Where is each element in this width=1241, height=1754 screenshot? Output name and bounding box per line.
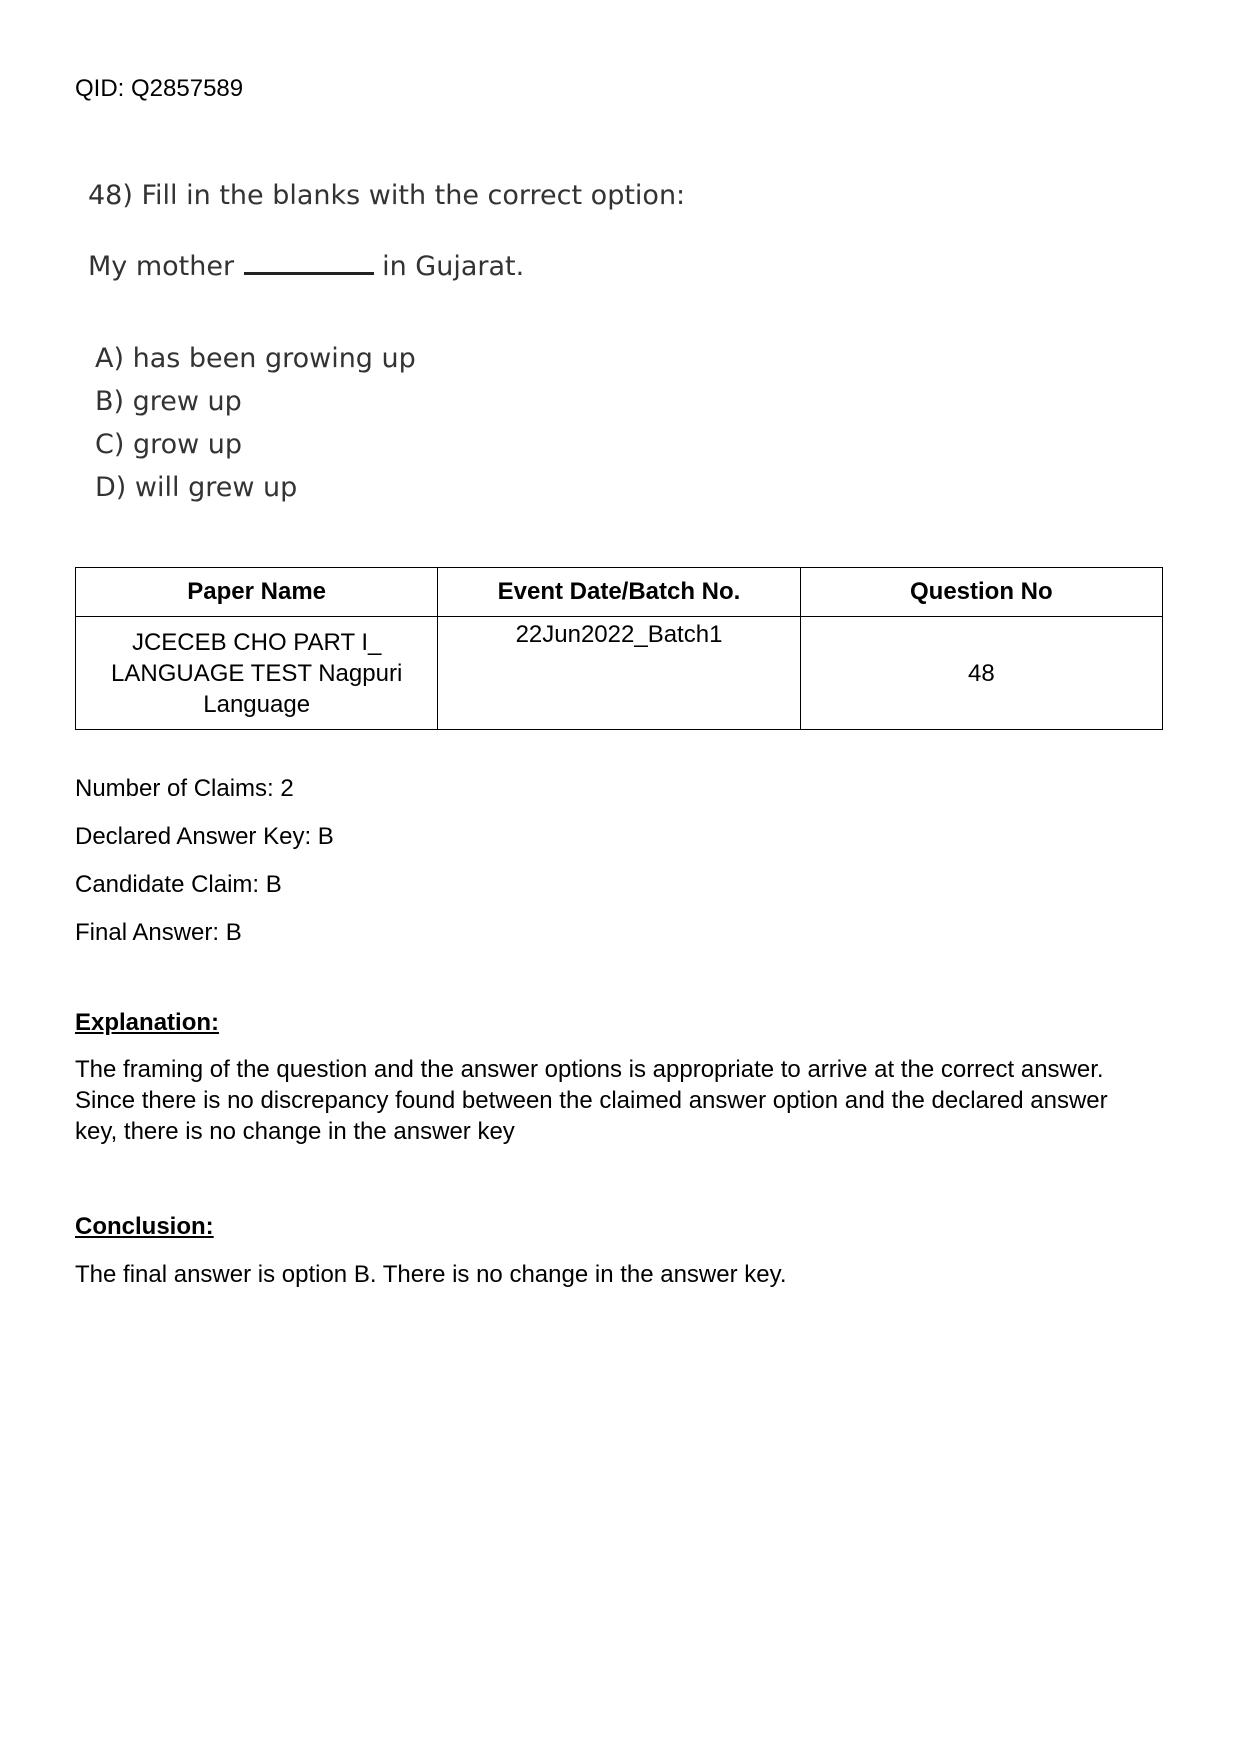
paper-name-line: JCECEB CHO PART I_	[131, 628, 382, 656]
header-paper-name: Paper Name	[76, 568, 438, 617]
option-b: B) grew up	[95, 386, 242, 417]
paper-info-table	[75, 567, 1163, 730]
question-sentence	[88, 246, 685, 285]
paper-name-line: Language	[203, 690, 311, 718]
cell-question-no: 48	[800, 617, 1162, 730]
explanation-text	[75, 1054, 1175, 1147]
declared-answer-key: Declared Answer Key: B	[75, 823, 334, 850]
explanation-line: Since there is no discrepancy found between the claimed answer option and the declared answer	[75, 1087, 1108, 1114]
qid-label: QID: Q2857589	[75, 75, 244, 102]
option-d: D) will grew up	[95, 472, 298, 503]
question-image	[88, 178, 685, 509]
header-question-no: Question No	[800, 568, 1162, 617]
number-of-claims: Number of Claims: 2	[75, 775, 294, 802]
paper-name-line: LANGUAGE TEST Nagpuri	[111, 659, 403, 687]
question-stem: 48) Fill in the blanks with the correct option:	[88, 180, 686, 211]
table-row	[76, 617, 1163, 730]
explanation-heading: Explanation:	[75, 1009, 220, 1036]
cell-event-batch: 22Jun2022_Batch1	[438, 617, 800, 730]
conclusion-text: The final answer is option B. There is no change in the answer key.	[75, 1261, 787, 1288]
header-event-batch: Event Date/Batch No.	[438, 568, 800, 617]
option-c: C) grow up	[95, 429, 243, 460]
sentence-before: My mother	[88, 251, 235, 282]
table-header-row	[76, 568, 1163, 617]
fill-in-blank	[244, 246, 374, 275]
final-answer: Final Answer: B	[75, 919, 242, 946]
explanation-line: The framing of the question and the answer options is appropriate to arrive at the correct answer.	[75, 1056, 1104, 1083]
claim-facts	[75, 774, 334, 966]
conclusion-heading: Conclusion:	[75, 1213, 214, 1240]
cell-paper-name	[76, 617, 438, 730]
candidate-claim: Candidate Claim: B	[75, 871, 282, 898]
sentence-after: in Gujarat.	[382, 251, 525, 282]
option-a: A) has been growing up	[95, 343, 416, 374]
explanation-line: key, there is no change in the answer key	[75, 1118, 515, 1145]
answer-options	[95, 337, 685, 509]
